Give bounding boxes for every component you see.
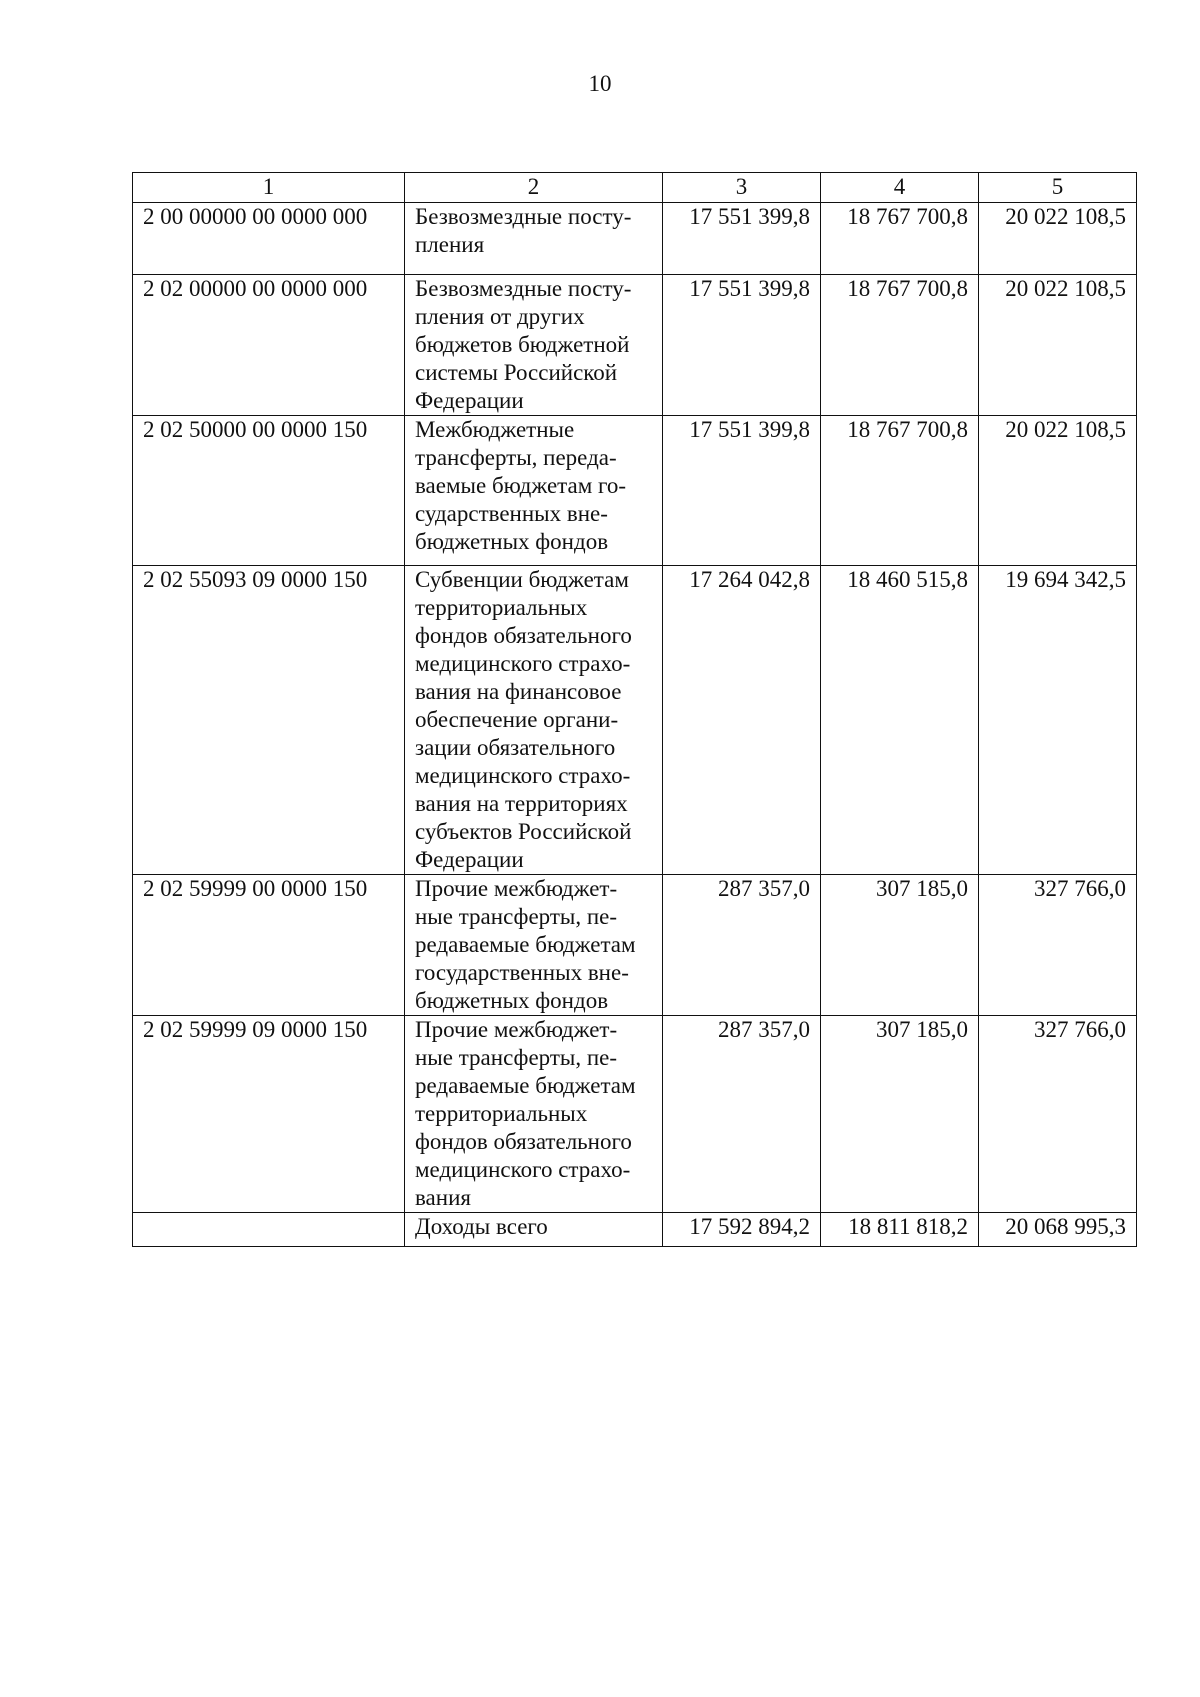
- value-col-5: 327 766,0: [979, 1016, 1137, 1213]
- value-col-4: 307 185,0: [821, 875, 979, 1016]
- value-col-4: 18 767 700,8: [821, 275, 979, 416]
- total-label: Доходы всего: [405, 1213, 663, 1247]
- budget-revenue-table: [132, 172, 1137, 1247]
- column-header-1: 1: [133, 173, 405, 203]
- revenue-name: Безвозмездные посту- пления: [405, 203, 663, 275]
- value-col-3: 287 357,0: [663, 1016, 821, 1213]
- total-col-5: 20 068 995,3: [979, 1213, 1137, 1247]
- revenue-name: Субвенции бюджетам территориальных фондов обязательного медицинского страхо- вания на финансовое обеспечение органи- зации обязательного медицинского страхо- вания на территориях субъектов Российской Федерации: [405, 566, 663, 875]
- table-row: [133, 416, 1137, 566]
- revenue-name: Межбюджетные трансферты, переда- ваемые бюджетам го- сударственных вне- бюджетных фондов: [405, 416, 663, 566]
- value-col-3: 17 551 399,8: [663, 275, 821, 416]
- value-col-4: 307 185,0: [821, 1016, 979, 1213]
- table-row: [133, 203, 1137, 275]
- column-header-2: 2: [405, 173, 663, 203]
- table-row: [133, 1016, 1137, 1213]
- value-col-5: 19 694 342,5: [979, 566, 1137, 875]
- total-code: [133, 1213, 405, 1247]
- value-col-3: 287 357,0: [663, 875, 821, 1016]
- value-col-4: 18 460 515,8: [821, 566, 979, 875]
- revenue-name: Безвозмездные посту- пления от других бюджетов бюджетной системы Российской Федерации: [405, 275, 663, 416]
- table-row: [133, 875, 1137, 1016]
- total-row: [133, 1213, 1137, 1247]
- table-body: [133, 203, 1137, 1247]
- value-col-4: 18 767 700,8: [821, 203, 979, 275]
- budget-code: 2 02 55093 09 0000 150: [133, 566, 405, 875]
- column-header-5: 5: [979, 173, 1137, 203]
- budget-code: 2 02 59999 00 0000 150: [133, 875, 405, 1016]
- column-header-4: 4: [821, 173, 979, 203]
- value-col-3: 17 551 399,8: [663, 416, 821, 566]
- value-col-3: 17 264 042,8: [663, 566, 821, 875]
- value-col-5: 20 022 108,5: [979, 203, 1137, 275]
- table-header-row: [133, 173, 1137, 203]
- value-col-5: 327 766,0: [979, 875, 1137, 1016]
- value-col-5: 20 022 108,5: [979, 275, 1137, 416]
- value-col-3: 17 551 399,8: [663, 203, 821, 275]
- table-row: [133, 566, 1137, 875]
- value-col-4: 18 767 700,8: [821, 416, 979, 566]
- budget-code: 2 02 00000 00 0000 000: [133, 275, 405, 416]
- page-number: 10: [588, 71, 612, 96]
- budget-code: 2 00 00000 00 0000 000: [133, 203, 405, 275]
- column-header-3: 3: [663, 173, 821, 203]
- value-col-5: 20 022 108,5: [979, 416, 1137, 566]
- revenue-name: Прочие межбюджет- ные трансферты, пе- редаваемые бюджетам государственных вне- бюджетных фондов: [405, 875, 663, 1016]
- total-col-3: 17 592 894,2: [663, 1213, 821, 1247]
- budget-code: 2 02 50000 00 0000 150: [133, 416, 405, 566]
- revenue-name: Прочие межбюджет- ные трансферты, пе- редаваемые бюджетам территориальных фондов обязательного медицинского страхо- вания: [405, 1016, 663, 1213]
- budget-code: 2 02 59999 09 0000 150: [133, 1016, 405, 1213]
- table-row: [133, 275, 1137, 416]
- total-col-4: 18 811 818,2: [821, 1213, 979, 1247]
